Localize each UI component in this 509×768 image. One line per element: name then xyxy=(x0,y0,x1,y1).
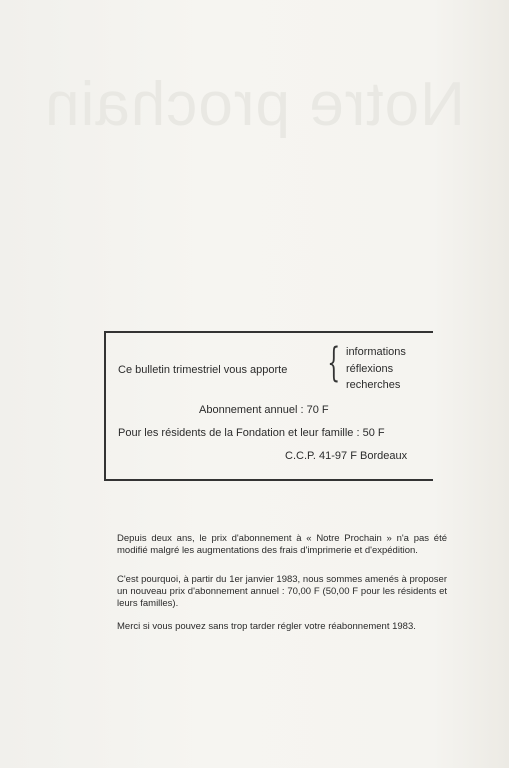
topic-item: réflexions xyxy=(346,363,394,375)
topic-item: informations xyxy=(346,346,406,358)
bulletin-intro: Ce bulletin trimestriel vous apporte xyxy=(118,364,288,376)
notice-paragraph-2: C'est pourquoi, à partir du 1er janvier 1983, nous sommes amenés à proposer un nouveau prix d'abonnement annuel : 70,00 F (50,00 F pour les résidents et leurs familles). xyxy=(117,574,447,609)
brace-symbol: { xyxy=(327,340,341,386)
show-through-title: Notre prochain xyxy=(44,70,465,139)
subscription-price: Abonnement annuel : 70 F xyxy=(199,404,329,416)
ccp-number: C.C.P. 41-97 F Bordeaux xyxy=(285,450,408,462)
topic-item: recherches xyxy=(346,379,401,391)
notice-paragraph-3: Merci si vous pouvez sans trop tarder régler votre réabonnement 1983. xyxy=(117,621,416,632)
residents-price: Pour les résidents de la Fondation et leur famille : 50 F xyxy=(118,427,385,439)
notice-paragraph-1: Depuis deux ans, le prix d'abonnement à « Notre Prochain » n'a pas été modifié malgré les augmentations des frais d'imprimerie et d'expédition. xyxy=(117,533,447,556)
